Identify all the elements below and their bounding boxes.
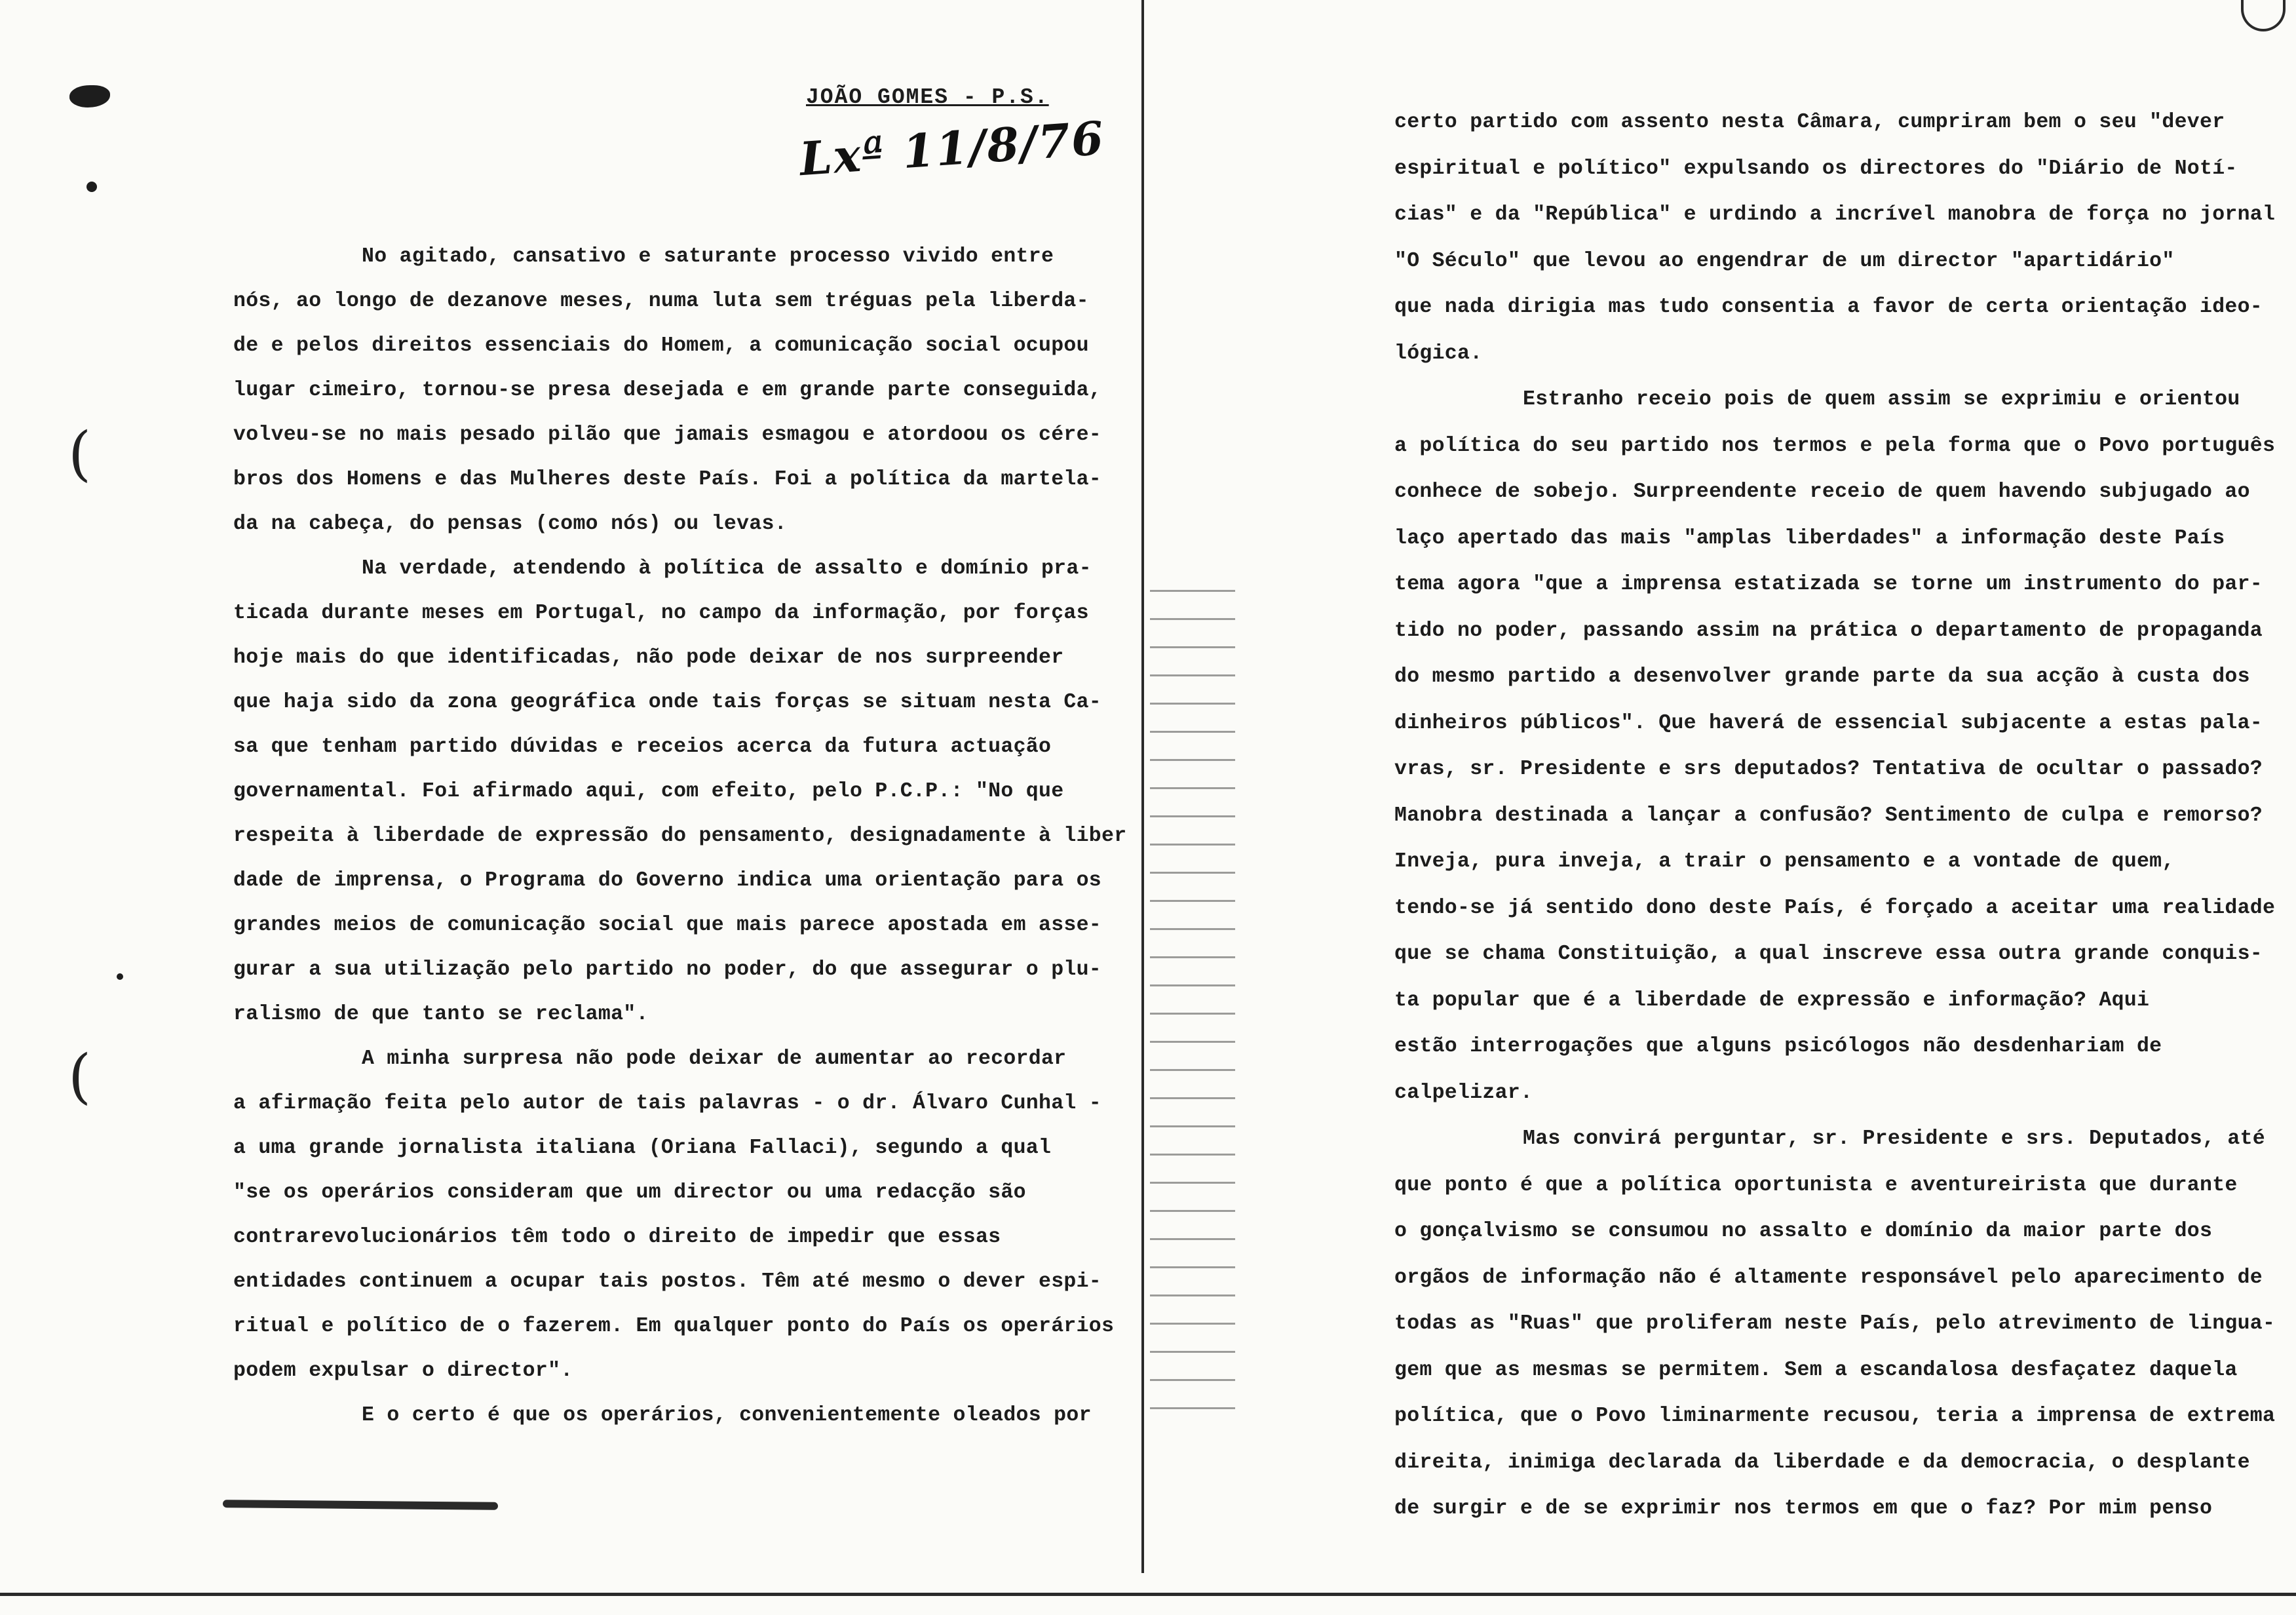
text-line: lugar cimeiro, tornou-se presa desejada e em grande parte conseguida, <box>233 379 1102 402</box>
text-line: que haja sido da zona geográfica onde tais forças se situam nesta Ca- <box>233 691 1102 714</box>
text-line: contrarevolucionários têm todo o direito de impedir que essas <box>233 1226 1001 1249</box>
text-line: a política do seu partido nos termos e pela forma que o Povo português <box>1394 434 2276 457</box>
text-line: nós, ao longo de dezanove meses, numa luta sem tréguas pela liberda- <box>233 290 1089 313</box>
text-line: E o certo é que os operários, convenientemente oleados por <box>362 1404 1092 1427</box>
punch-hole-mark: ( <box>68 419 92 488</box>
text-line: Mas convirá perguntar, sr. Presidente e srs. Deputados, até <box>1523 1127 2265 1150</box>
text-line: da na cabeça, do pensas (como nós) ou levas. <box>233 513 787 535</box>
text-line: "O Século" que levou ao engendrar de um director "apartidário" <box>1394 249 2175 273</box>
text-line: que se chama Constituição, a qual inscreve essa outra grande conquis- <box>1394 943 2263 965</box>
text-line: No agitado, cansativo e saturante processo vivido entre <box>362 245 1054 268</box>
text-line: tido no poder, passando assim na prática o departamento de propaganda <box>1394 619 2263 642</box>
left-page <box>0 0 1140 1615</box>
text-line: Estranho receio pois de quem assim se exprimiu e orientou <box>1523 388 2240 411</box>
text-line: respeita à liberdade de expressão do pensamento, designadamente à liber <box>233 825 1127 847</box>
text-line: dade de imprensa, o Programa do Governo indica uma orientação para os <box>233 869 1102 892</box>
right-text-column <box>1394 100 2276 1532</box>
text-line: dinheiros públicos". Que haverá de essencial subjacente a estas pala- <box>1394 711 2263 735</box>
text-line: tema agora "que a imprensa estatizada se torne um instrumento do par- <box>1394 573 2263 596</box>
left-text-column <box>233 235 1127 1438</box>
text-line: que ponto é que a política oportunista e aventureirista que durante <box>1394 1173 2238 1197</box>
punch-hole-mark: ( <box>68 1042 92 1111</box>
text-line: volveu-se no mais pesado pilão que jamais esmagou e atordoou os cére- <box>233 423 1102 446</box>
text-line: conhece de sobejo. Surpreendente receio de quem havendo subjugado ao <box>1394 480 2250 503</box>
text-line: bros dos Homens e das Mulheres deste País. Foi a política da martela- <box>233 468 1102 491</box>
text-line: o gonçalvismo se consumou no assalto e domínio da maior parte dos <box>1394 1220 2213 1243</box>
text-line: ralismo de que tanto se reclama". <box>233 1003 649 1026</box>
corner-circle-mark <box>2241 0 2286 31</box>
text-line: vras, sr. Presidente e srs deputados? Tentativa de ocultar o passado? <box>1394 758 2263 781</box>
text-line: que nada dirigia mas tudo consentia a favor de certa orientação ideo- <box>1394 296 2263 319</box>
text-line: cias" e da "República" e urdindo a incrível manobra de força no jornal <box>1394 203 2276 226</box>
document-header <box>797 85 1107 187</box>
text-line: gurar a sua utilização pelo partido no poder, do que assegurar o plu- <box>233 958 1102 981</box>
text-line: ta popular que é a liberdade de expressão e informação? Aqui <box>1394 988 2150 1012</box>
text-line: orgãos de informação não é altamente responsável pelo aparecimento de <box>1394 1266 2263 1289</box>
text-line: do mesmo partido a desenvolver grande parte da sua acção à custa dos <box>1394 665 2250 688</box>
page-fold-line <box>1141 0 1144 1573</box>
text-line: sa que tenham partido dúvidas e receios acerca da futura actuação <box>233 735 1052 758</box>
text-line: governamental. Foi afirmado aqui, com efeito, pelo P.C.P.: "No que <box>233 780 1064 803</box>
author-heading: JOÃO GOMES - P.S. <box>806 85 1049 109</box>
text-line: Na verdade, atendendo à política de assalto e domínio pra- <box>362 557 1092 580</box>
text-line: ticada durante meses em Portugal, no campo da informação, por forças <box>233 602 1089 625</box>
handwritten-date: Lxª 11/8/76 <box>797 110 1107 187</box>
text-line: tendo-se já sentido dono deste País, é forçado a aceitar uma realidade <box>1394 896 2276 920</box>
text-line: entidades continuem a ocupar tais postos. Têm até mesmo o dever espi- <box>233 1270 1102 1293</box>
text-line: política, que o Povo liminarmente recusou, teria a imprensa de extrema <box>1394 1405 2276 1428</box>
text-line: todas as "Ruas" que proliferam neste País, pelo atrevimento de lingua- <box>1394 1312 2276 1335</box>
ink-dot <box>117 973 123 980</box>
text-line: a uma grande jornalista italiana (Oriana Fallaci), segundo a qual <box>233 1137 1052 1159</box>
text-line: estão interrogações que alguns psicólogos não desdenhariam de <box>1394 1035 2162 1058</box>
text-line: ritual e político de o fazerem. Em qualquer ponto do País os operários <box>233 1315 1115 1338</box>
text-line: Manobra destinada a lançar a confusão? Sentimento de culpa e remorso? <box>1394 804 2263 827</box>
text-line: de surgir e de se exprimir nos termos em que o faz? Por mim penso <box>1394 1497 2213 1520</box>
ink-blot <box>69 85 110 107</box>
ink-dot <box>86 182 97 192</box>
text-line: gem que as mesmas se permitem. Sem a escandalosa desfaçatez daquela <box>1394 1358 2238 1382</box>
text-line: laço apertado das mais "amplas liberdades" a informação deste País <box>1394 526 2225 550</box>
text-line: "se os operários consideram que um director ou uma redacção são <box>233 1181 1026 1204</box>
text-line: calpelizar. <box>1394 1081 1533 1104</box>
text-line: certo partido com assento nesta Câmara, cumpriram bem o seu "dever <box>1394 111 2225 134</box>
text-line: a afirmação feita pelo autor de tais palavras - o dr. Álvaro Cunhal - <box>233 1092 1102 1115</box>
text-line: hoje mais do que identificadas, não pode deixar de nos surpreender <box>233 646 1064 669</box>
text-line: espiritual e político" expulsando os directores do "Diário de Notí- <box>1394 157 2238 180</box>
text-line: grandes meios de comunicação social que mais parece apostada em asse- <box>233 914 1102 937</box>
right-page <box>1153 0 2296 1615</box>
bottom-edge-line <box>0 1593 2296 1596</box>
text-line: Inveja, pura inveja, a trair o pensamento e a vontade de quem, <box>1394 850 2175 873</box>
text-line: podem expulsar o director". <box>233 1359 573 1382</box>
text-line: lógica. <box>1394 341 1483 365</box>
text-line: direita, inimiga declarada da liberdade e da democracia, o desplante <box>1394 1450 2250 1474</box>
strikethrough-mark <box>223 1500 498 1510</box>
text-line: de e pelos direitos essenciais do Homem, a comunicação social ocupou <box>233 334 1089 357</box>
text-line: A minha surpresa não pode deixar de aumentar ao recordar <box>362 1047 1067 1070</box>
